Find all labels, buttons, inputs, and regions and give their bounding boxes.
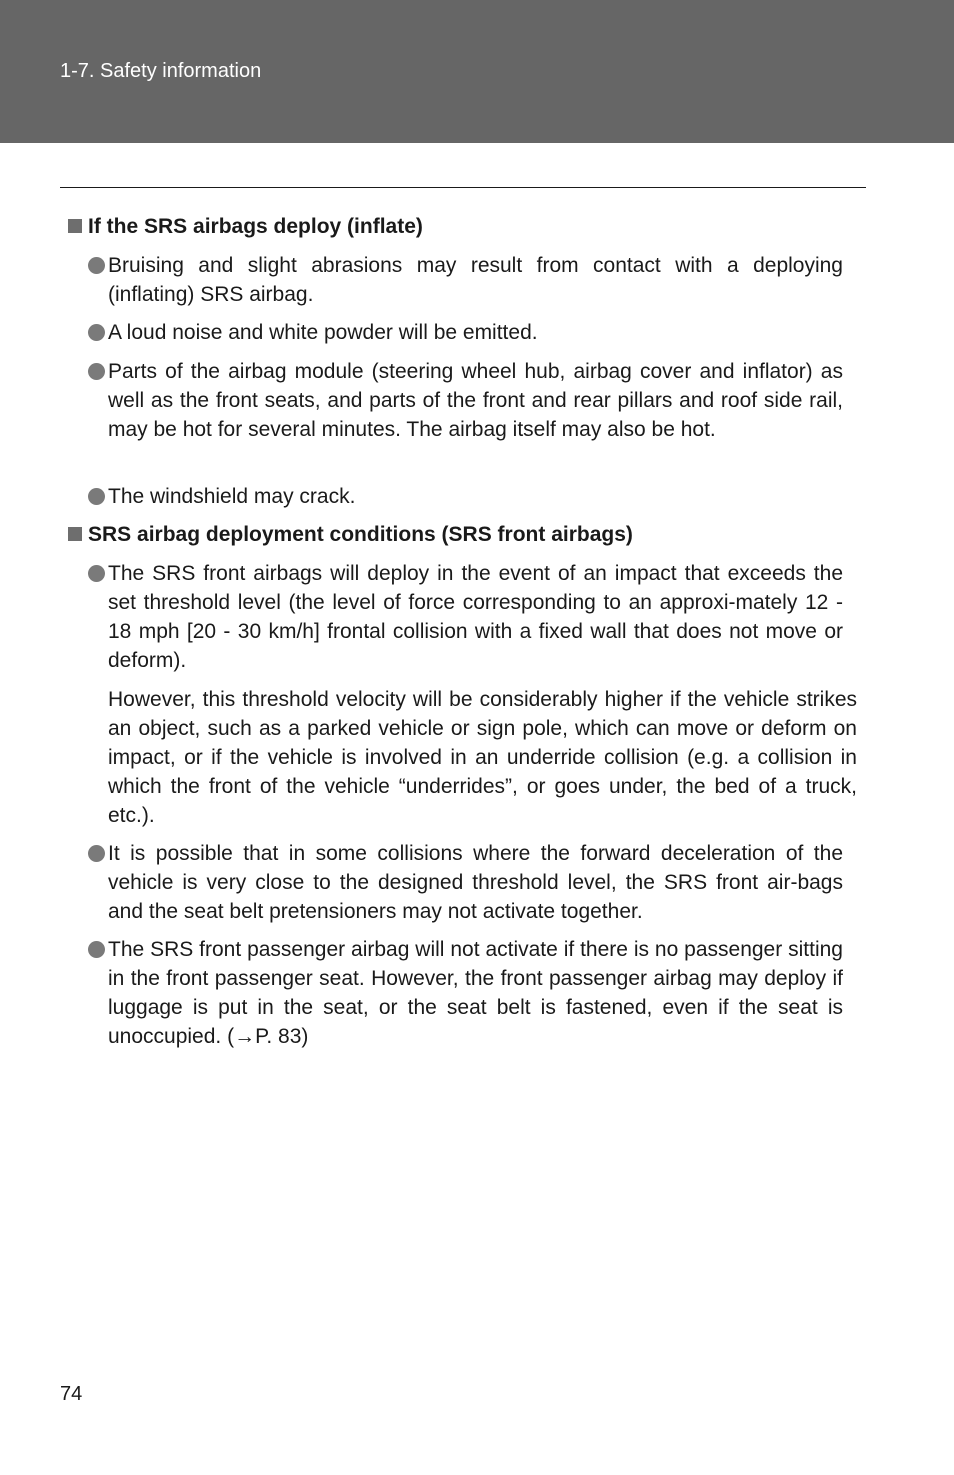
- circle-bullet-icon: [88, 257, 105, 274]
- section-heading: [68, 213, 423, 241]
- circle-bullet-icon: [88, 488, 105, 505]
- circle-bullet-icon: [88, 845, 105, 862]
- list-item: [88, 318, 843, 347]
- list-item: [88, 839, 843, 926]
- header-band: [0, 0, 954, 143]
- list-item-text: A loud noise and white powder will be emitted.: [108, 321, 538, 344]
- divider: [60, 187, 866, 188]
- list-item-text: The SRS front airbags will deploy in the event of an impact that exceeds the set threshold level (the level of force corresponding to an approxi-mately 12 - 18 mph [20 - 30 km/h] frontal collision with a fixed wall that does not move or deform).: [108, 562, 843, 672]
- list-item-text: It is possible that in some collisions where the forward deceleration of the vehicle is very close to the designed threshold level, the SRS front air-bags and the seat belt pretensioners may not activate together.: [108, 842, 843, 923]
- list-item: [88, 357, 843, 444]
- square-bullet-icon: [68, 219, 82, 233]
- section-title: 1-7. Safety information: [60, 60, 262, 82]
- page-number: 74: [60, 1383, 83, 1405]
- list-item-text: The SRS front passenger airbag will not activate if there is no passenger sitting in the front passenger seat. However, the front passenger airbag may deploy if luggage is put in the seat, or the seat belt is fastened, even if the seat is unoccupied. (→P. 83): [108, 938, 843, 1048]
- list-item: [88, 251, 843, 309]
- circle-bullet-icon: [88, 941, 105, 958]
- note-paragraph: However, this threshold velocity will be considerably higher if the vehicle strikes an object, such as a parked vehicle or sign pole, which can move or deform on impact, or if the vehicle is involved in an underride collision (e.g. a collision in which the front of the vehicle “underrides”, or goes under, the bed of a truck, etc.).: [108, 688, 857, 827]
- list-item-text: Parts of the airbag module (steering wheel hub, airbag cover and inflator) as well as the front seats, and parts of the front and rear pillars and roof side rail, may be hot for several minutes. The airbag itself may also be hot.: [108, 360, 843, 441]
- square-bullet-icon: [68, 527, 82, 541]
- circle-bullet-icon: [88, 565, 105, 582]
- list-item-text: The windshield may crack.: [108, 485, 356, 508]
- list-item-text: Bruising and slight abrasions may result from contact with a deploying (inflating) SRS airbag.: [108, 254, 843, 306]
- section-heading: [68, 521, 633, 549]
- list-item: [88, 482, 843, 511]
- circle-bullet-icon: [88, 363, 105, 380]
- list-item: [88, 935, 843, 1051]
- circle-bullet-icon: [88, 324, 105, 341]
- section-heading-text: SRS airbag deployment conditions (SRS front airbags): [88, 523, 633, 546]
- section-heading-text: If the SRS airbags deploy (inflate): [88, 215, 423, 238]
- list-item: [88, 559, 843, 675]
